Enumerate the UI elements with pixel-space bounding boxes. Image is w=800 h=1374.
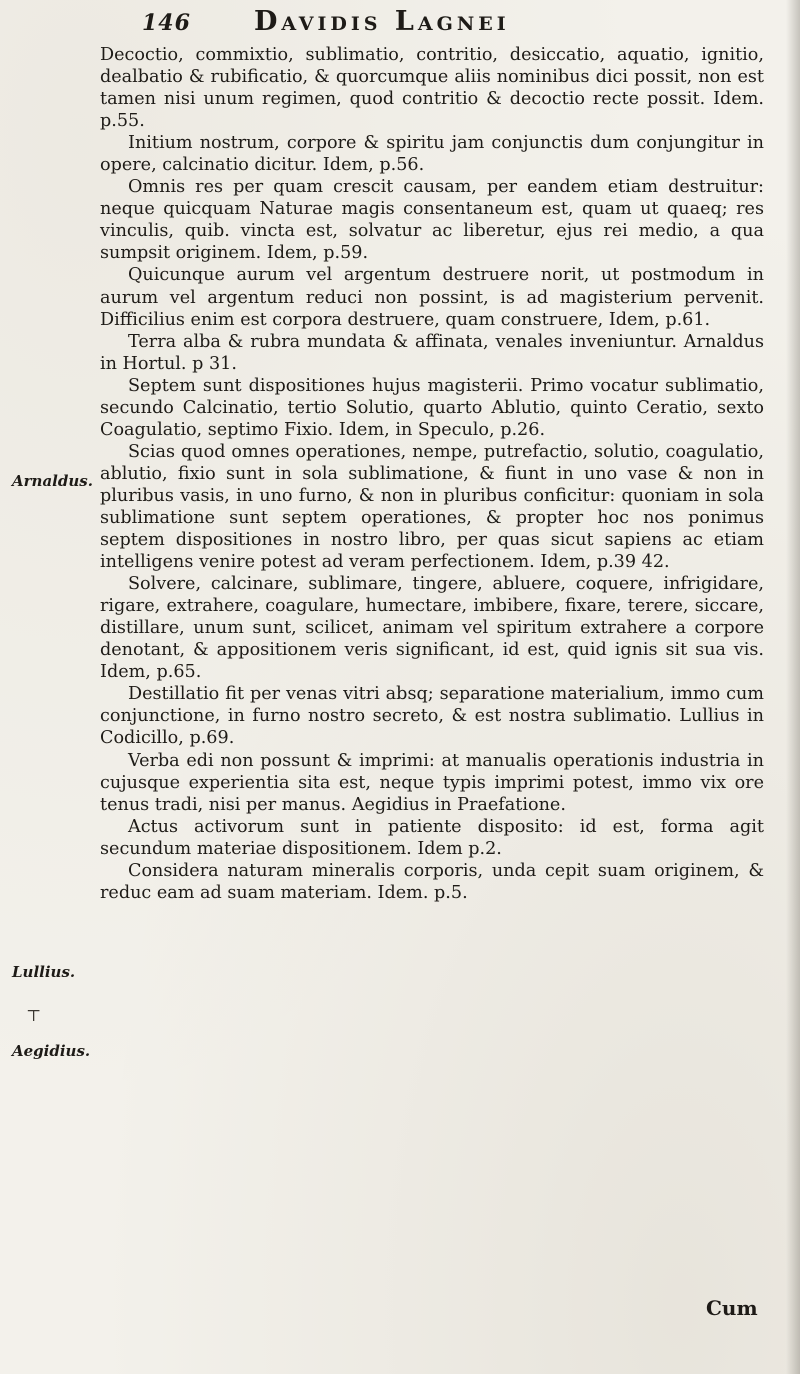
margin-note-aegidius: Aegidius. (12, 1042, 91, 1060)
paragraph: Omnis res per quam crescit causam, per eandem etiam destruitur: neque quicquam Naturae magis consentaneum est, quam ut quaeq; res vinculis, quib. vincta est, solvatur ac liberetur, ejus rei medio, a qua sumpsit originem. Idem, p.59. (100, 177, 764, 264)
paragraph: Initium nostrum, corpore & spiritu jam conjunctis dum conjungitur in opere, calcinatio dicitur. Idem, p.56. (100, 133, 764, 176)
paragraph: Septem sunt dispositiones hujus magisterii. Primo vocatur sublimatio, secundo Calcinatio, tertio Solutio, quarto Ablutio, quinto Ceratio, sexto Coagulatio, septimo Fixio. Idem, in Speculo, p.26. (100, 375, 764, 440)
page-edge-shadow (786, 0, 800, 1374)
paragraph: Terra alba & rubra mundata & affinata, venales inveniuntur. Arnaldus in Hortul. p 31. (100, 331, 764, 374)
paragraph: Scias quod omnes operationes, nempe, putrefactio, solutio, coagulatio, ablutio, fixio sunt in sola sublimatione, & fiunt in uno vase & non in pluribus vasis, in uno furno, & non in pluribus conficitur: quoniam in sola sublimatione sunt septem operationes, & propter hoc nos ponimus septem dispositiones in nostro libro, per quas sicut sapiens ac etiam intelligens venire potest ad veram perfectionem. Idem, p.39 42. (100, 441, 764, 573)
paragraph: Actus activorum sunt in patiente disposito: id est, forma agit secundum materiae dispositionem. Idem p.2. (100, 816, 764, 859)
margin-mark-glyph: ⊤ (26, 1006, 42, 1025)
paragraph: Solvere, calcinare, sublimare, tingere, abluere, coquere, infrigidare, rigare, extrahere, coagulare, humectare, imbibere, fixare, terere, siccare, distillare, unum sunt, scilicet, animam vel spiritum extrahere a corpore denotant, & appositionem veris significant, id est, quid ignis sit sua vis. Idem, p.65. (100, 574, 764, 683)
paragraph: Verba edi non possunt & imprimi: at manualis operationis industria in cujusque experientia sita est, neque typis imprimi potest, immo vix ore tenus tradi, nisi per manus. Aegidius in Praefatione. (100, 750, 764, 815)
margin-note-arnaldus: Arnaldus. (12, 472, 93, 490)
paragraph: Destillatio fit per venas vitri absq; separatione materialium, immo cum conjunctione, in furno nostro secreto, & est nostra sublimatio. Lullius in Codicillo, p.69. (100, 684, 764, 749)
body-text (100, 44, 764, 904)
running-head: Davidis Lagnei (254, 6, 510, 37)
paragraph: Quicunque aurum vel argentum destruere norit, ut postmodum in aurum vel argentum reduci non possint, is ad magisterium pervenit. Difficilius enim est corpora destruere, quam construere, Idem, p.61. (100, 265, 764, 330)
catchword: Cum (706, 1296, 758, 1320)
paragraph: Decoctio, commixtio, sublimatio, contritio, desiccatio, aquatio, ignitio, dealbatio & rubificatio, & quorcumque aliis nominibus dici possit, non est tamen nisi unum regimen, quod contritio & decoctio recte possit. Idem. p.55. (100, 45, 764, 132)
page-header (142, 6, 762, 42)
margin-note-lullius: Lullius. (12, 963, 76, 981)
page-number: 146 (142, 10, 191, 36)
paragraph: Considera naturam mineralis corporis, unda cepit suam originem, & reduc eam ad suam materiam. Idem. p.5. (100, 860, 764, 903)
